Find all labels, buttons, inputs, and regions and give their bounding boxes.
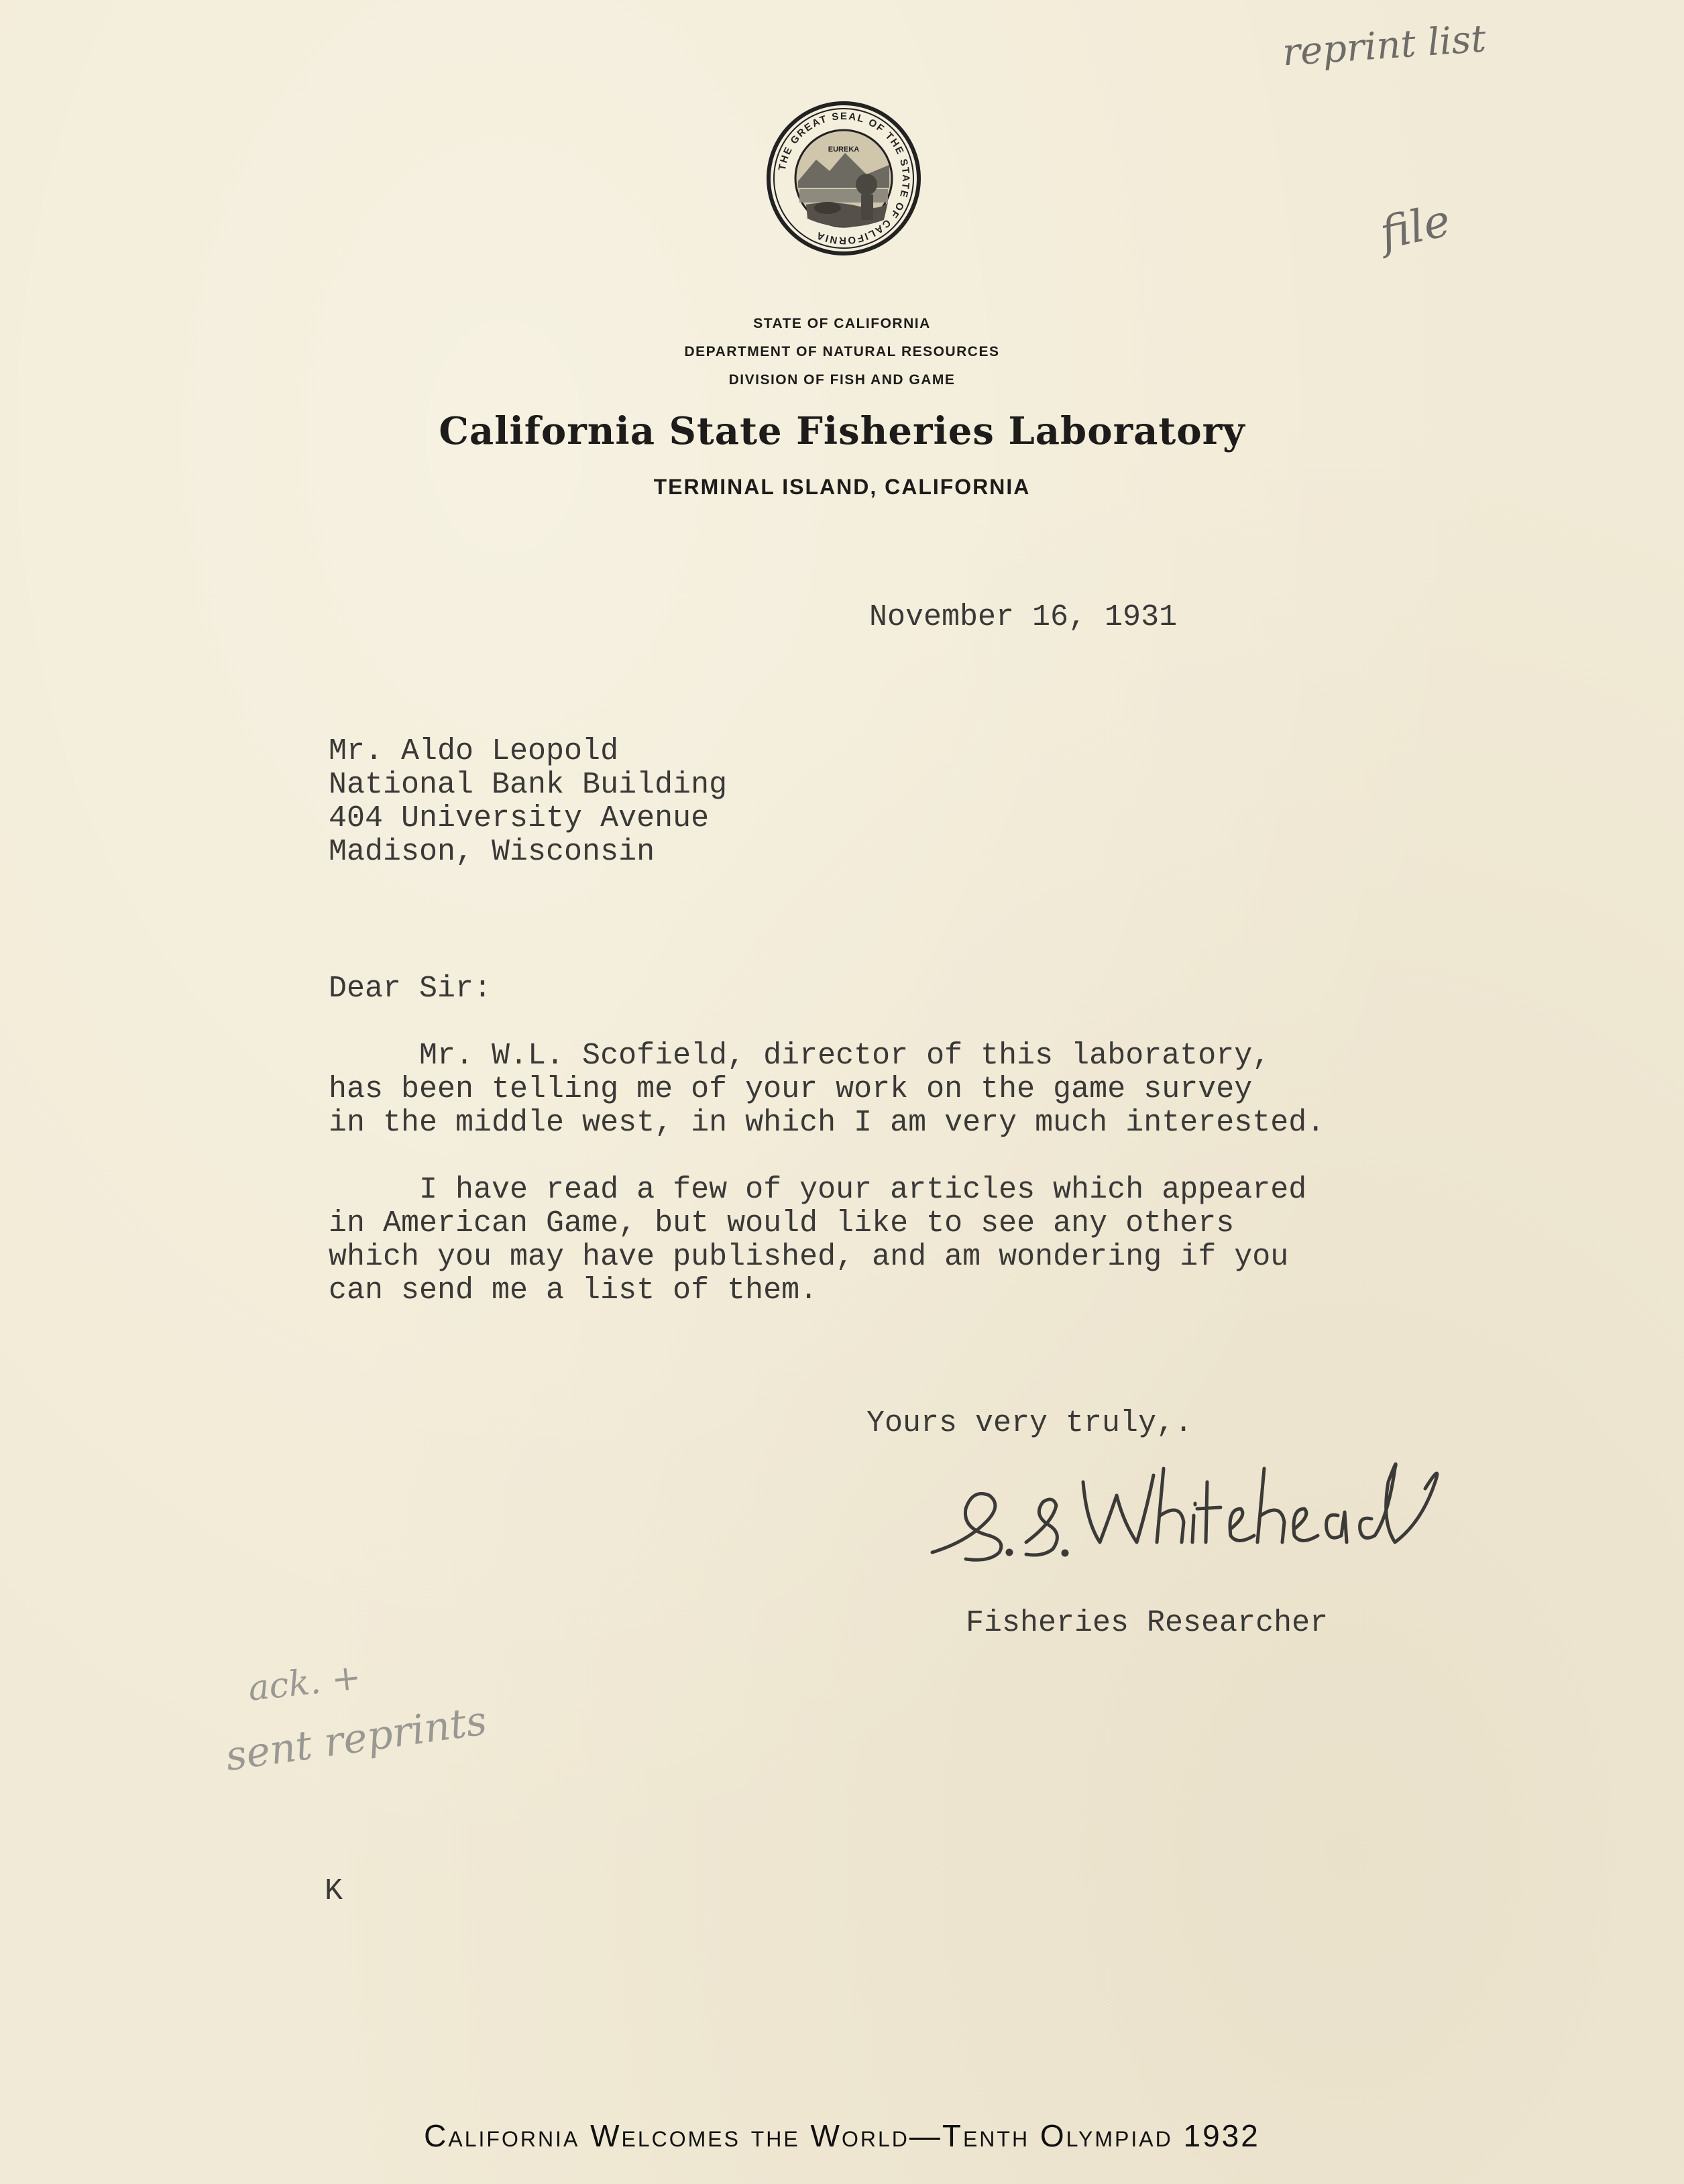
letterhead-state: STATE OF CALIFORNIA <box>753 316 931 331</box>
handwritten-ack-note: ack. + <box>246 1657 363 1709</box>
footer-text: California Welcomes the World—Tenth Olympiad 1932 <box>424 2118 1260 2153</box>
letterhead-division: DIVISION OF FISH AND GAME <box>728 372 956 388</box>
body-paragraph-1 <box>329 1041 1325 1141</box>
handwritten-file-note: file <box>1376 194 1455 260</box>
recipient-address <box>329 736 727 870</box>
handwritten-reprint-list-note: reprint list <box>1281 17 1487 75</box>
letterhead-laboratory-name: California State Fisheries Laboratory <box>439 409 1245 453</box>
signatory-title: Fisheries Researcher <box>966 1606 1329 1640</box>
body-line: has been telling me of your work on the game survey <box>329 1072 1253 1106</box>
body-line: in American Game, but would like to see any others <box>329 1206 1235 1241</box>
footer-slogan <box>0 2118 1684 2154</box>
seal-ring-text: THE GREAT SEAL OF THE STATE OF CALIFORNIA <box>776 110 912 247</box>
typist-initial: K <box>325 1874 343 1908</box>
recipient-line: 404 University Avenue <box>329 801 710 836</box>
body-line: which you may have published, and am wondering if you <box>329 1240 1289 1274</box>
closing: Yours very truly,. <box>866 1406 1193 1440</box>
recipient-line: Madison, Wisconsin <box>329 835 655 869</box>
recipient-line: National Bank Building <box>329 768 728 802</box>
body-line: in the middle west, in which I am very much interested. <box>329 1106 1325 1140</box>
recipient-line: Mr. Aldo Leopold <box>329 734 619 768</box>
letterhead-department: DEPARTMENT OF NATURAL RESOURCES <box>684 344 1000 359</box>
letter-date: November 16, 1931 <box>869 600 1178 634</box>
body-paragraph-2 <box>329 1175 1306 1309</box>
body-line: I have read a few of your articles which appeared <box>329 1173 1307 1207</box>
body-line: Mr. W.L. Scofield, director of this laboratory, <box>329 1039 1271 1073</box>
salutation: Dear Sir: <box>329 972 492 1006</box>
great-seal-of-california <box>766 101 921 256</box>
handwritten-sent-reprints-note: sent reprints <box>223 1697 490 1780</box>
handwritten-signature <box>925 1442 1449 1576</box>
letterhead-location: TERMINAL ISLAND, CALIFORNIA <box>653 475 1031 499</box>
body-line: can send me a list of them. <box>329 1273 818 1308</box>
seal-motto: EUREKA <box>828 146 860 154</box>
